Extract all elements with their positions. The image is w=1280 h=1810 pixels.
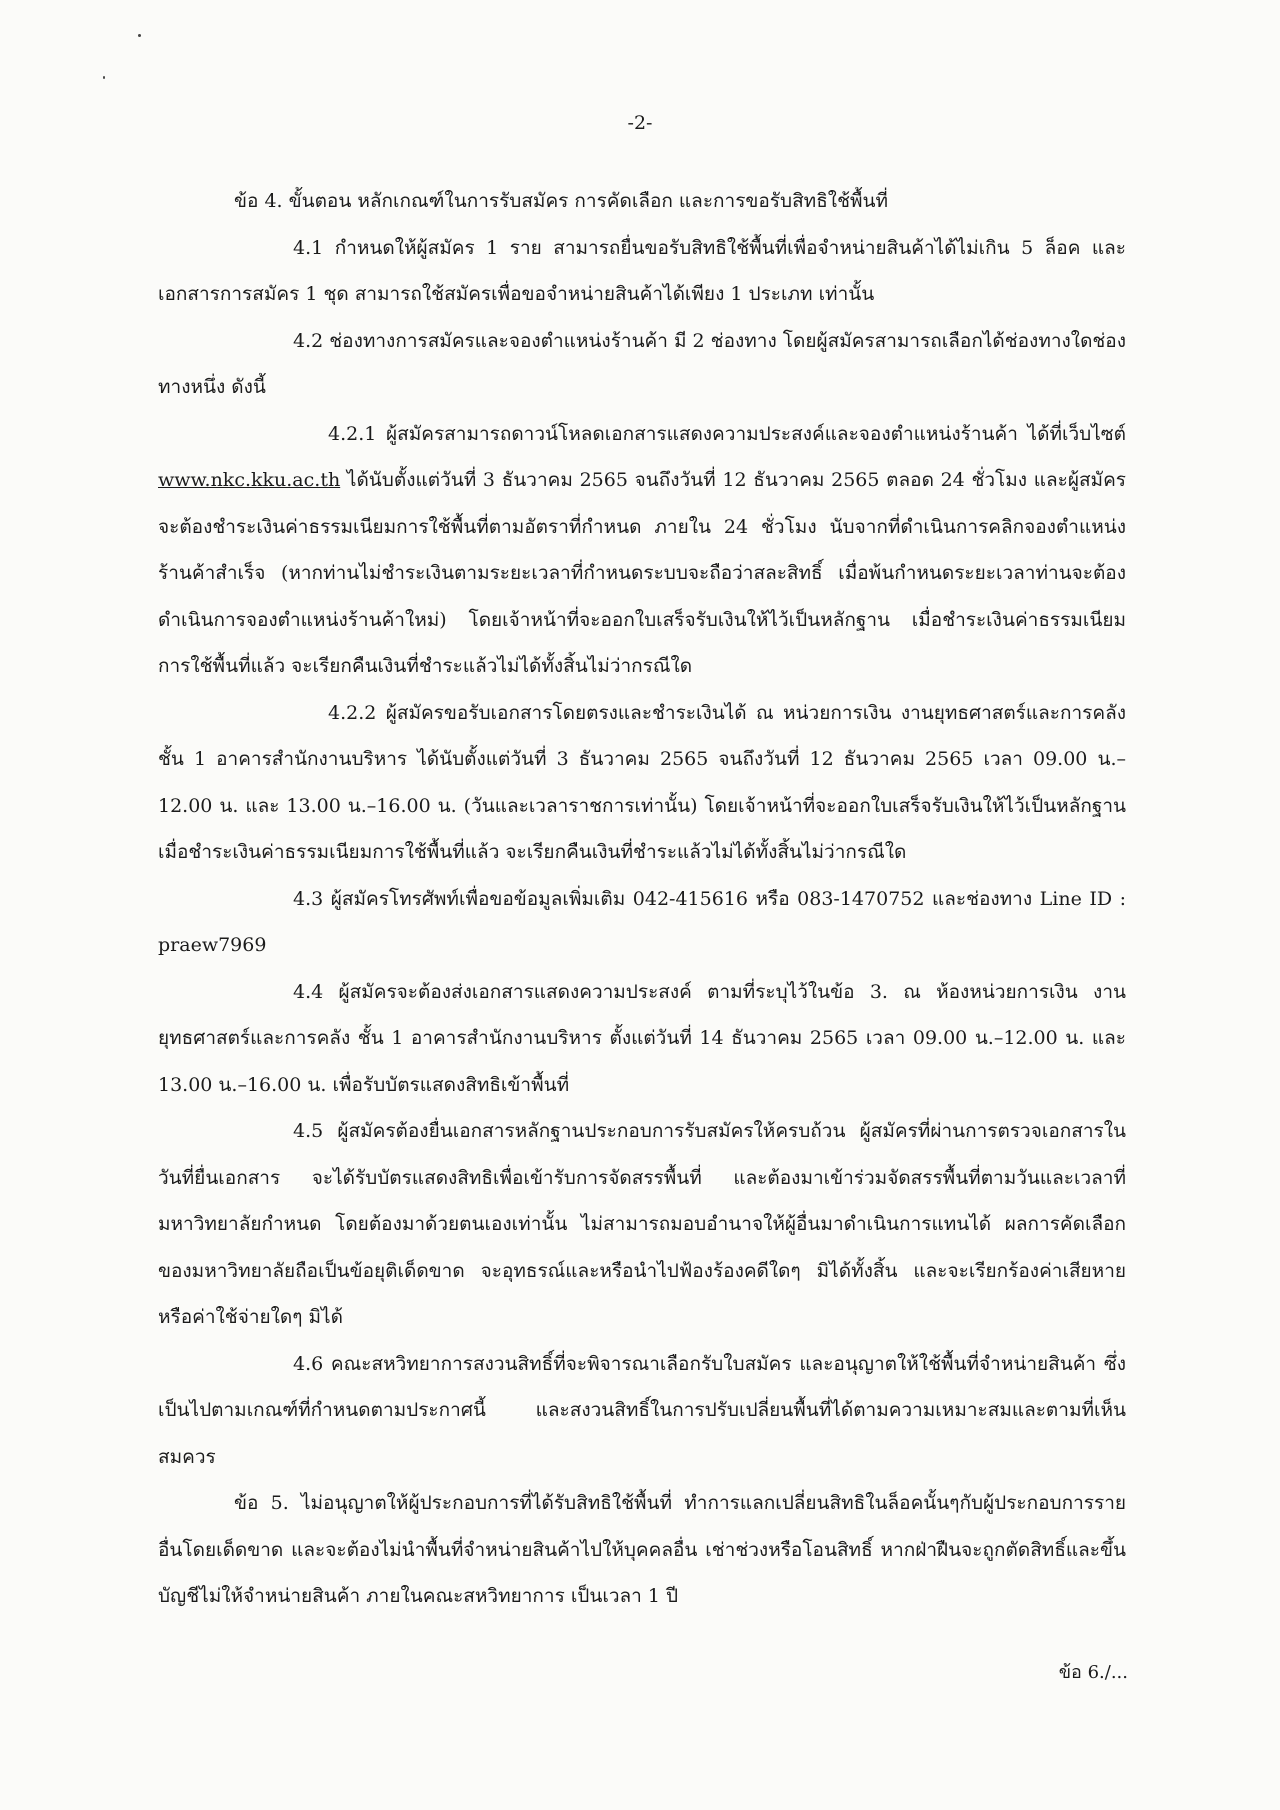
website-link[interactable]: www.nkc.kku.ac.th	[158, 469, 341, 491]
clause-4-heading: ข้อ 4. ขั้นตอน หลักเกณฑ์ในการรับสมัคร การคัดเลือก และการขอรับสิทธิใช้พื้นที่	[234, 190, 888, 212]
clause-4-3: 4.3 ผู้สมัครโทรศัพท์เพื่อขอข้อมูลเพิ่มเติม 042-415616 หรือ 083-1470752 และช่องทาง Line ID : praew7969	[158, 887, 1126, 956]
clause-4-2-1	[158, 411, 1126, 690]
clause-4-6: 4.6 คณะสหวิทยาการสงวนสิทธิ์ที่จะพิจารณาเลือกรับใบสมัคร และอนุญาตให้ใช้พื้นที่จำหน่ายสินค้า ซึ่งเป็นไปตามเกณฑ์ที่กำหนดตามประกาศนี้ และสงวนสิทธิ์ในการปรับเปลี่ยนพื้นที่ได้ตามความเหมาะสมและตามที่เห็นสมควร	[158, 1352, 1126, 1468]
clause-4-2-1-text-a: 4.2.1 ผู้สมัครสามารถดาวน์โหลดเอกสารแสดงความประสงค์และจองตำแหน่งร้านค้า ได้ที่เว็บไซต์	[328, 422, 1126, 445]
clause-4-5: 4.5 ผู้สมัครต้องยื่นเอกสารหลักฐานประกอบการรับสมัครให้ครบถ้วน ผู้สมัครที่ผ่านการตรวจเอกสารในวันที่ยื่นเอกสาร จะได้รับบัตรแสดงสิทธิเพื่อเข้ารับการจัดสรรพื้นที่ และต้องมาเข้าร่วมจัดสรรพื้นที่ตามวันและเวลาที่มหาวิทยาลัยกำหนด โดยต้องมาด้วยตนเองเท่านั้น ไม่สามารถมอบอำนาจให้ผู้อื่นมาดำเนินการแทนได้ ผลการคัดเลือกของมหาวิทยาลัยถือเป็นข้อยุติเด็ดขาด จะอุทธรณ์และหรือนำไปฟ้องร้องคดีใดๆ มิได้ทั้งสิ้น และจะเรียกร้องค่าเสียหายหรือค่าใช้จ่ายใดๆ มิได้	[158, 1120, 1126, 1328]
clause-4-2-2: 4.2.2 ผู้สมัครขอรับเอกสารโดยตรงและชำระเงินได้ ณ หน่วยการเงิน งานยุทธศาสตร์และการคลัง ชั้น 1 อาคารสำนักงานบริหาร ได้นับตั้งแต่วันที่ 3 ธันวาคม 2565 จนถึงวันที่ 12 ธันวาคม 2565 เวลา 09.00 น.–12.00 น. และ 13.00 น.–16.00 น. (วันและเวลาราชการเท่านั้น) โดยเจ้าหน้าที่จะออกใบเสร็จรับเงินให้ไว้เป็นหลักฐาน เมื่อชำระเงินค่าธรรมเนียมการใช้พื้นที่แล้ว จะเรียกคืนเงินที่ชำระแล้วไม่ได้ทั้งสิ้นไม่ว่ากรณีใด	[158, 701, 1126, 863]
clause-4-2-1-text-b: ได้นับตั้งแต่วันที่ 3 ธันวาคม 2565 จนถึงวันที่ 12 ธันวาคม 2565 ตลอด 24 ชั่วโมง และผู้สมัครจะต้องชำระเงินค่าธรรมเนียมการใช้พื้นที่ตามอัตราที่กำหนด ภายใน 24 ชั่วโมง นับจากที่ดำเนินการคลิกจองตำแหน่งร้านค้าสำเร็จ (หากท่านไม่ชำระเงินตามระยะเวลาที่กำหนดระบบจะถือว่าสละสิทธิ์ เมื่อพ้นกำหนดระยะเวลาท่านจะต้องดำเนินการจองตำแหน่งร้านค้าใหม่) โดยเจ้าหน้าที่จะออกใบเสร็จรับเงินให้ไว้เป็นหลักฐาน เมื่อชำระเงินค่าธรรมเนียมการใช้พื้นที่แล้ว จะเรียกคืนเงินที่ชำระแล้วไม่ได้ทั้งสิ้นไม่ว่ากรณีใด	[158, 469, 1126, 677]
scan-speck	[138, 34, 141, 37]
page-number: -2-	[627, 112, 653, 134]
clause-4-2: 4.2 ช่องทางการสมัครและจองตำแหน่งร้านค้า มี 2 ช่องทาง โดยผู้สมัครสามารถเลือกได้ช่องทางใดช่องทางหนึ่ง ดังนี้	[158, 329, 1126, 398]
document-body	[158, 178, 1126, 1620]
clause-4-4: 4.4 ผู้สมัครจะต้องส่งเอกสารแสดงความประสงค์ ตามที่ระบุไว้ในข้อ 3. ณ ห้องหน่วยการเงิน งานยุทธศาสตร์และการคลัง ชั้น 1 อาคารสำนักงานบริหาร ตั้งแต่วันที่ 14 ธันวาคม 2565 เวลา 09.00 น.–12.00 น. และ 13.00 น.–16.00 น. เพื่อรับบัตรแสดงสิทธิเข้าพื้นที่	[158, 980, 1126, 1096]
scan-speck	[103, 76, 105, 79]
next-page-marker: ข้อ 6./...	[1058, 1662, 1128, 1683]
clause-4-1: 4.1 กำหนดให้ผู้สมัคร 1 ราย สามารถยื่นขอรับสิทธิใช้พื้นที่เพื่อจำหน่ายสินค้าได้ไม่เกิน 5 ล็อค และเอกสารการสมัคร 1 ชุด สามารถใช้สมัครเพื่อขอจำหน่ายสินค้าได้เพียง 1 ประเภท เท่านั้น	[158, 236, 1126, 305]
clause-5: ข้อ 5. ไม่อนุญาตให้ผู้ประกอบการที่ได้รับสิทธิใช้พื้นที่ ทำการแลกเปลี่ยนสิทธิในล็อคนั้นๆกับผู้ประกอบการรายอื่นโดยเด็ดขาด และจะต้องไม่นำพื้นที่จำหน่ายสินค้าไปให้บุคคลอื่น เช่าช่วงหรือโอนสิทธิ์ หากฝ่าฝืนจะถูกตัดสิทธิ์และขึ้นบัญชีไม่ให้จำหน่ายสินค้า ภายในคณะสหวิทยาการ เป็นเวลา 1 ปี	[158, 1492, 1126, 1607]
